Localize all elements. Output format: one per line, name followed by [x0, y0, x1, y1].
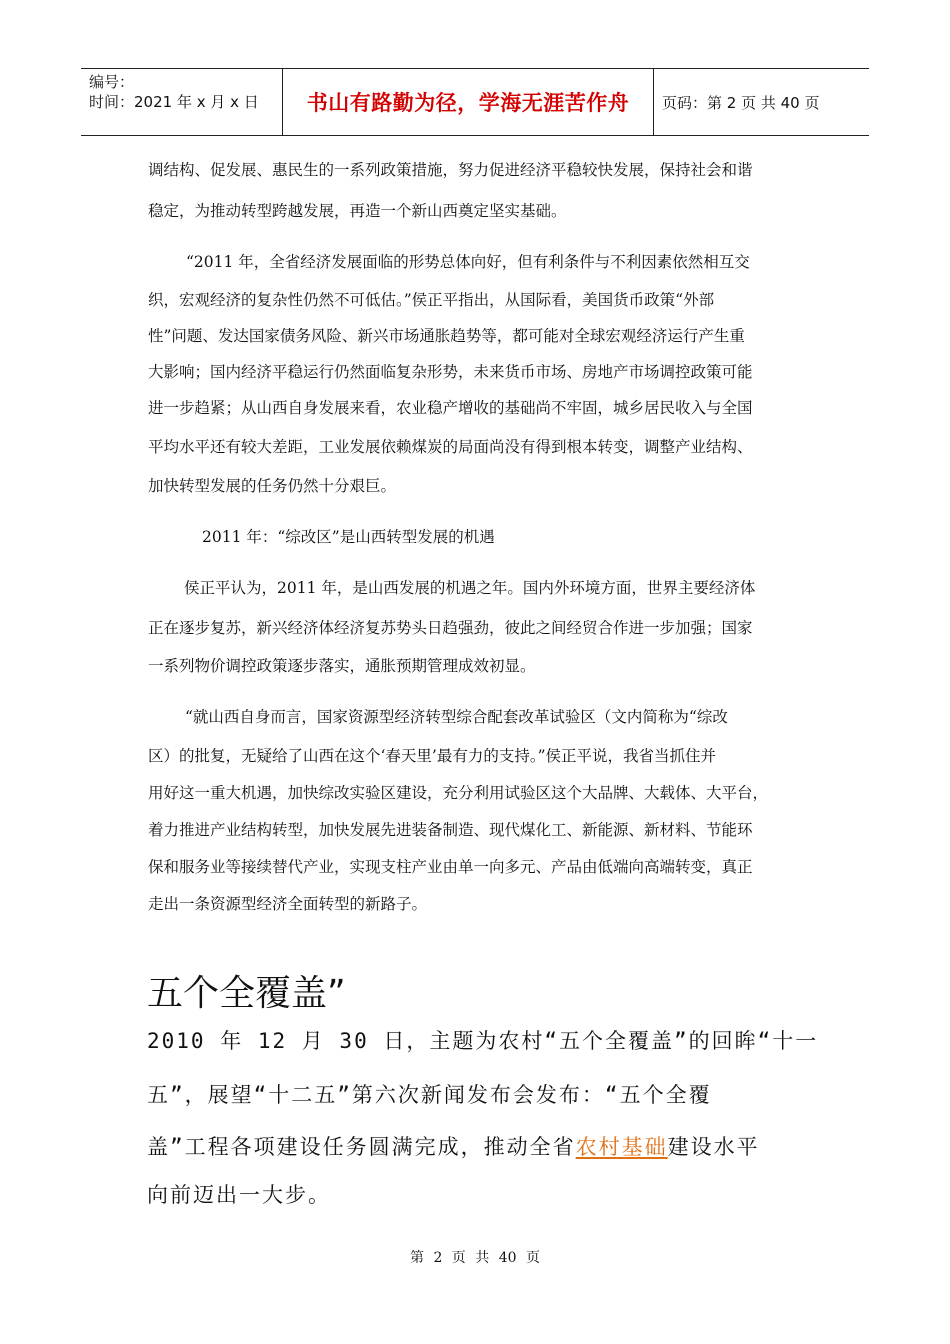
- paragraph-4-line: 区）的批复，无疑给了山西在这个‘春天里’最有力的支持。”侯正平说，我省当抓住并: [148, 747, 717, 765]
- paragraph-4-line: “就山西自身而言，国家资源型经济转型综合配套改革试验区（文内简称为“综改: [185, 708, 728, 726]
- large-paragraph-line: [147, 1133, 760, 1161]
- header-motto-cell: [282, 69, 654, 135]
- header-motto: 书山有路勤为径，学海无涯苦作舟: [306, 91, 630, 115]
- paragraph-4-line: 走出一条资源型经济全面转型的新路子。: [148, 895, 428, 913]
- document-header: [81, 68, 869, 136]
- header-page-label: 页码：第 2 页 共 40 页: [662, 93, 820, 112]
- section-subtitle: 2011 年：“综改区”是山西转型发展的机遇: [202, 528, 495, 546]
- paragraph-2-line: 加快转型发展的任务仍然十分艰巨。: [148, 477, 397, 495]
- large-paragraph-line: 五”，展望“十二五”第六次新闻发布会发布：“五个全覆: [147, 1083, 712, 1107]
- paragraph-2-line: 进一步趋紧；从山西自身发展来看，农业稳产增收的基础尚不牢固，城乡居民收入与全国: [148, 399, 753, 417]
- page-footer: 第 2 页 共 40 页: [410, 1250, 540, 1266]
- header-info-cell: [81, 69, 282, 135]
- paragraph-3-line: 侯正平认为，2011 年，是山西发展的机遇之年。国内外环境方面，世界主要经济体: [184, 579, 756, 597]
- paragraph-2-line: 性”问题、发达国家债务风险、新兴市场通胀趋势等，都可能对全球宏观经济运行产生重: [148, 327, 745, 345]
- paragraph-3-line: 正在逐步复苏，新兴经济体经济复苏势头日趋强劲，彼此之间经贸合作进一步加强；国家: [148, 619, 753, 637]
- large-paragraph-line: 2010 年 12 月 30 日，主题为农村“五个全覆盖”的回眸“十一: [147, 1029, 819, 1053]
- large-paragraph-line: 向前迈出一大步。: [147, 1183, 331, 1207]
- document-time-label: 时间：2021 年 x 月 x 日: [89, 93, 259, 111]
- paragraph-4-line: 着力推进产业结构转型，加快发展先进装备制造、现代煤化工、新能源、新材料、节能环: [148, 821, 753, 839]
- paragraph-2-line: 大影响；国内经济平稳运行仍然面临复杂形势，未来货币市场、房地产市场调控政策可能: [148, 363, 753, 381]
- header-page-cell: [654, 69, 869, 135]
- paragraph-1-line: 调结构、促发展、惠民生的一系列政策措施，努力促进经济平稳较快发展，保持社会和谐: [148, 161, 753, 179]
- paragraph-3-line: 一系列物价调控政策逐步落实，通胀预期管理成效初显。: [148, 657, 536, 675]
- paragraph-4-line: 保和服务业等接续替代产业，实现支柱产业由单一向多元、产品由低端向高端转变，真正: [148, 858, 753, 876]
- section-heading: 五个全覆盖”: [147, 973, 346, 1014]
- large-paragraph-text: 盖”工程各项建设任务圆满完成，推动全省: [147, 1135, 576, 1159]
- paragraph-4-line: 用好这一重大机遇，加快综改实验区建设，充分利用试验区这个大品牌、大载体、大平台，: [148, 784, 769, 802]
- paragraph-2-line: 平均水平还有较大差距，工业发展依赖煤炭的局面尚没有得到根本转变，调整产业结构、: [148, 438, 753, 456]
- rural-foundation-link[interactable]: 农村基础: [575, 1135, 668, 1159]
- paragraph-2-line: 织，宏观经济的复杂性仍然不可低估。”侯正平指出，从国际看，美国货币政策“外部: [148, 291, 715, 309]
- document-number-label: 编号：: [89, 73, 135, 91]
- paragraph-2-line: “2011 年，全省经济发展面临的形势总体向好，但有利条件与不利因素依然相互交: [186, 253, 750, 271]
- large-paragraph-text: 建设水平: [667, 1135, 760, 1159]
- paragraph-1-line: 稳定，为推动转型跨越发展，再造一个新山西奠定坚实基础。: [148, 202, 567, 220]
